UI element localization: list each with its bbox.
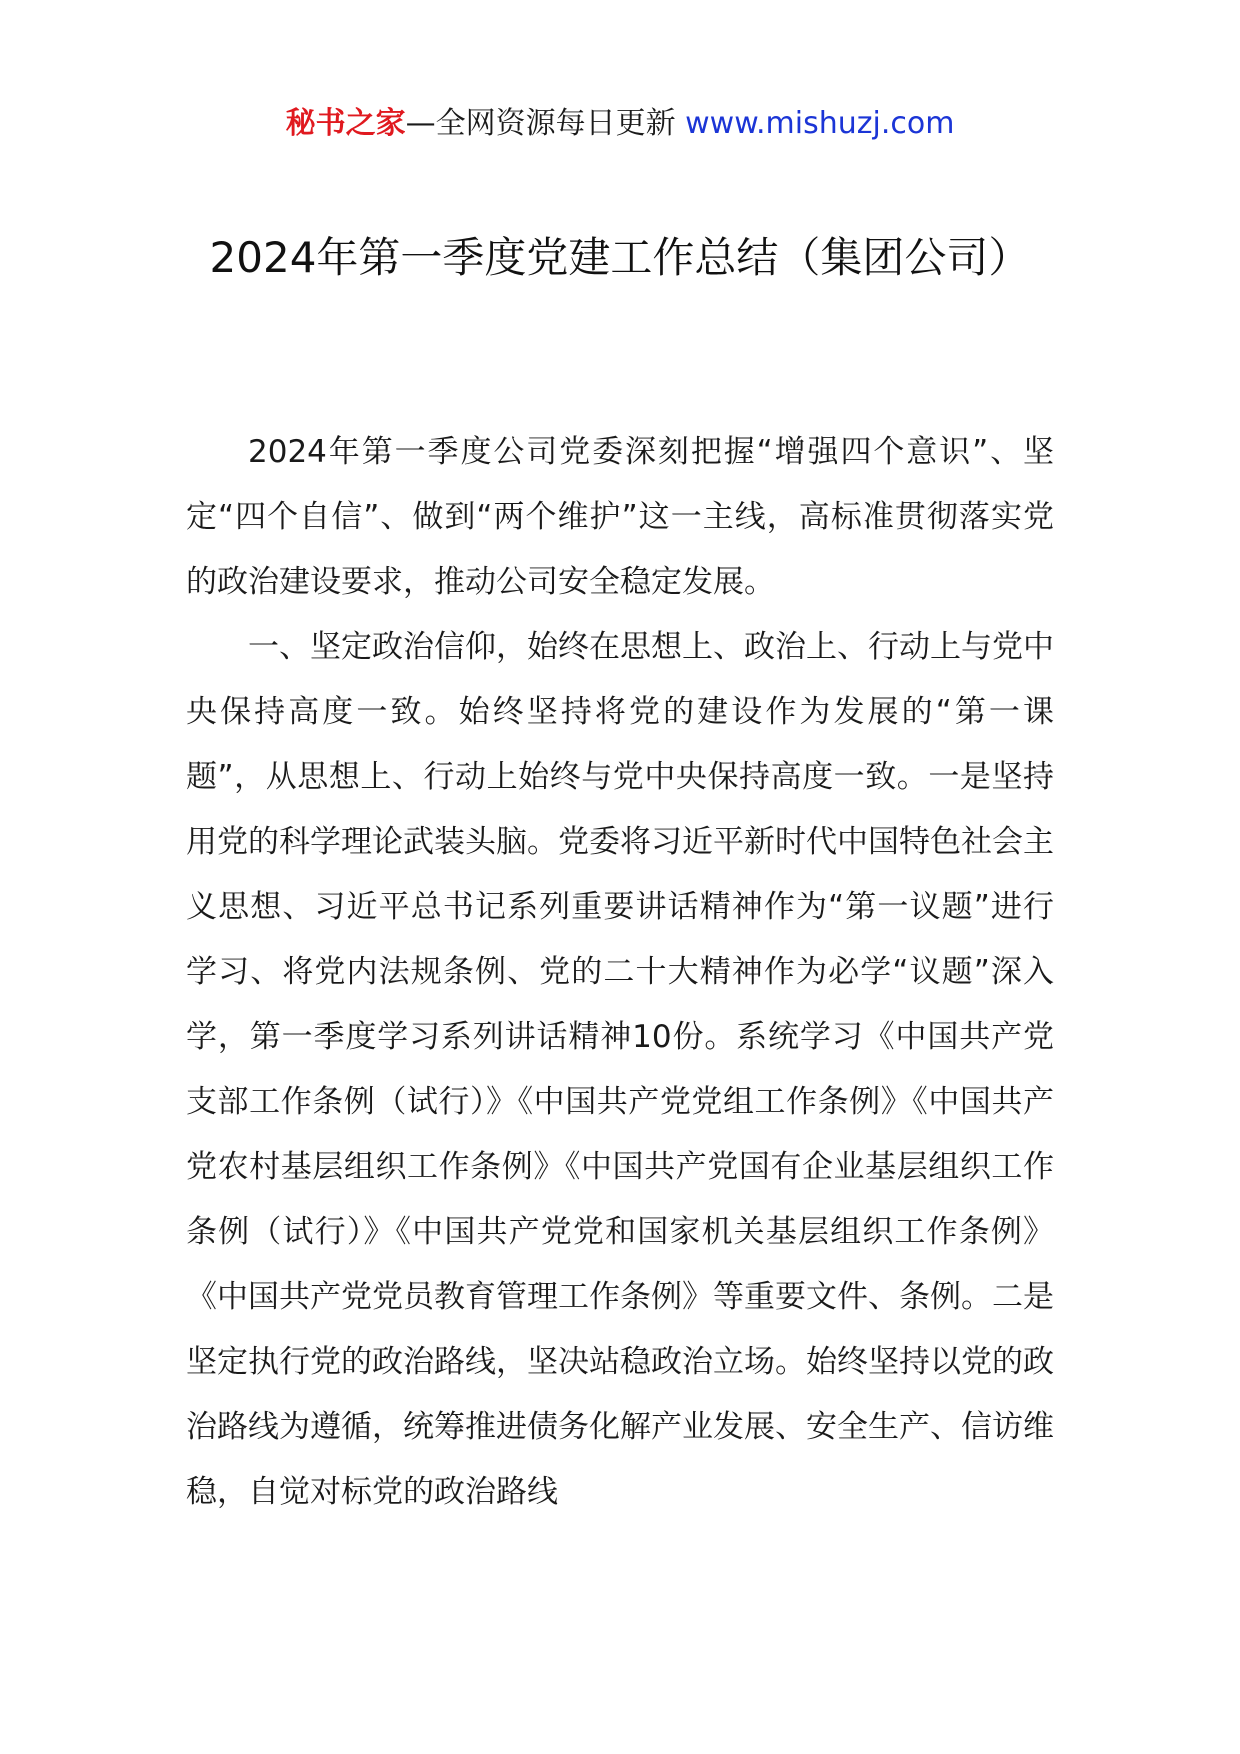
- paragraph: 2024年第一季度公司党委深刻把握“增强四个意识”、坚定“四个自信”、做到“两个维护”这一主线，高标准贯彻落实党的政治建设要求，推动公司安全稳定发展。: [186, 434, 1054, 600]
- site-header-banner: [0, 100, 1240, 148]
- brand-name: 秘书之家: [285, 106, 406, 141]
- document-title: 2024年第一季度党建工作总结（集团公司）: [209, 233, 1031, 282]
- site-url-link[interactable]: www.mishuzj.com: [685, 106, 955, 141]
- header-tagline: —全网资源每日更新: [405, 106, 686, 141]
- paragraph: 一、坚定政治信仰，始终在思想上、政治上、行动上与党中央保持高度一致。始终坚持将党的建设作为发展的“第一课题”，从思想上、行动上始终与党中央保持高度一致。一是坚持用党的科学理论武装头脑。党委将习近平新时代中国特色社会主义思想、习近平总书记系列重要讲话精神作为“第一议题”进行学习、将党内法规条例、党的二十大精神作为必学“议题”深入学，第一季度学习系列讲话精神10份。系统学习《中国共产党支部工作条例（试行）》《中国共产党党组工作条例》《中国共产党农村基层组织工作条例》《中国共产党国有企业基层组织工作条例（试行）》《中国共产党党和国家机关基层组织工作条例》《中国共产党党员教育管理工作条例》等重要文件、条例。二是坚定执行党的政治路线，坚决站稳政治立场。始终坚持以党的政治路线为遵循，统筹推进债务化解产业发展、安全生产、信访维稳，自觉对标党的政治路线: [186, 629, 1054, 1510]
- document-body: [186, 420, 1054, 1525]
